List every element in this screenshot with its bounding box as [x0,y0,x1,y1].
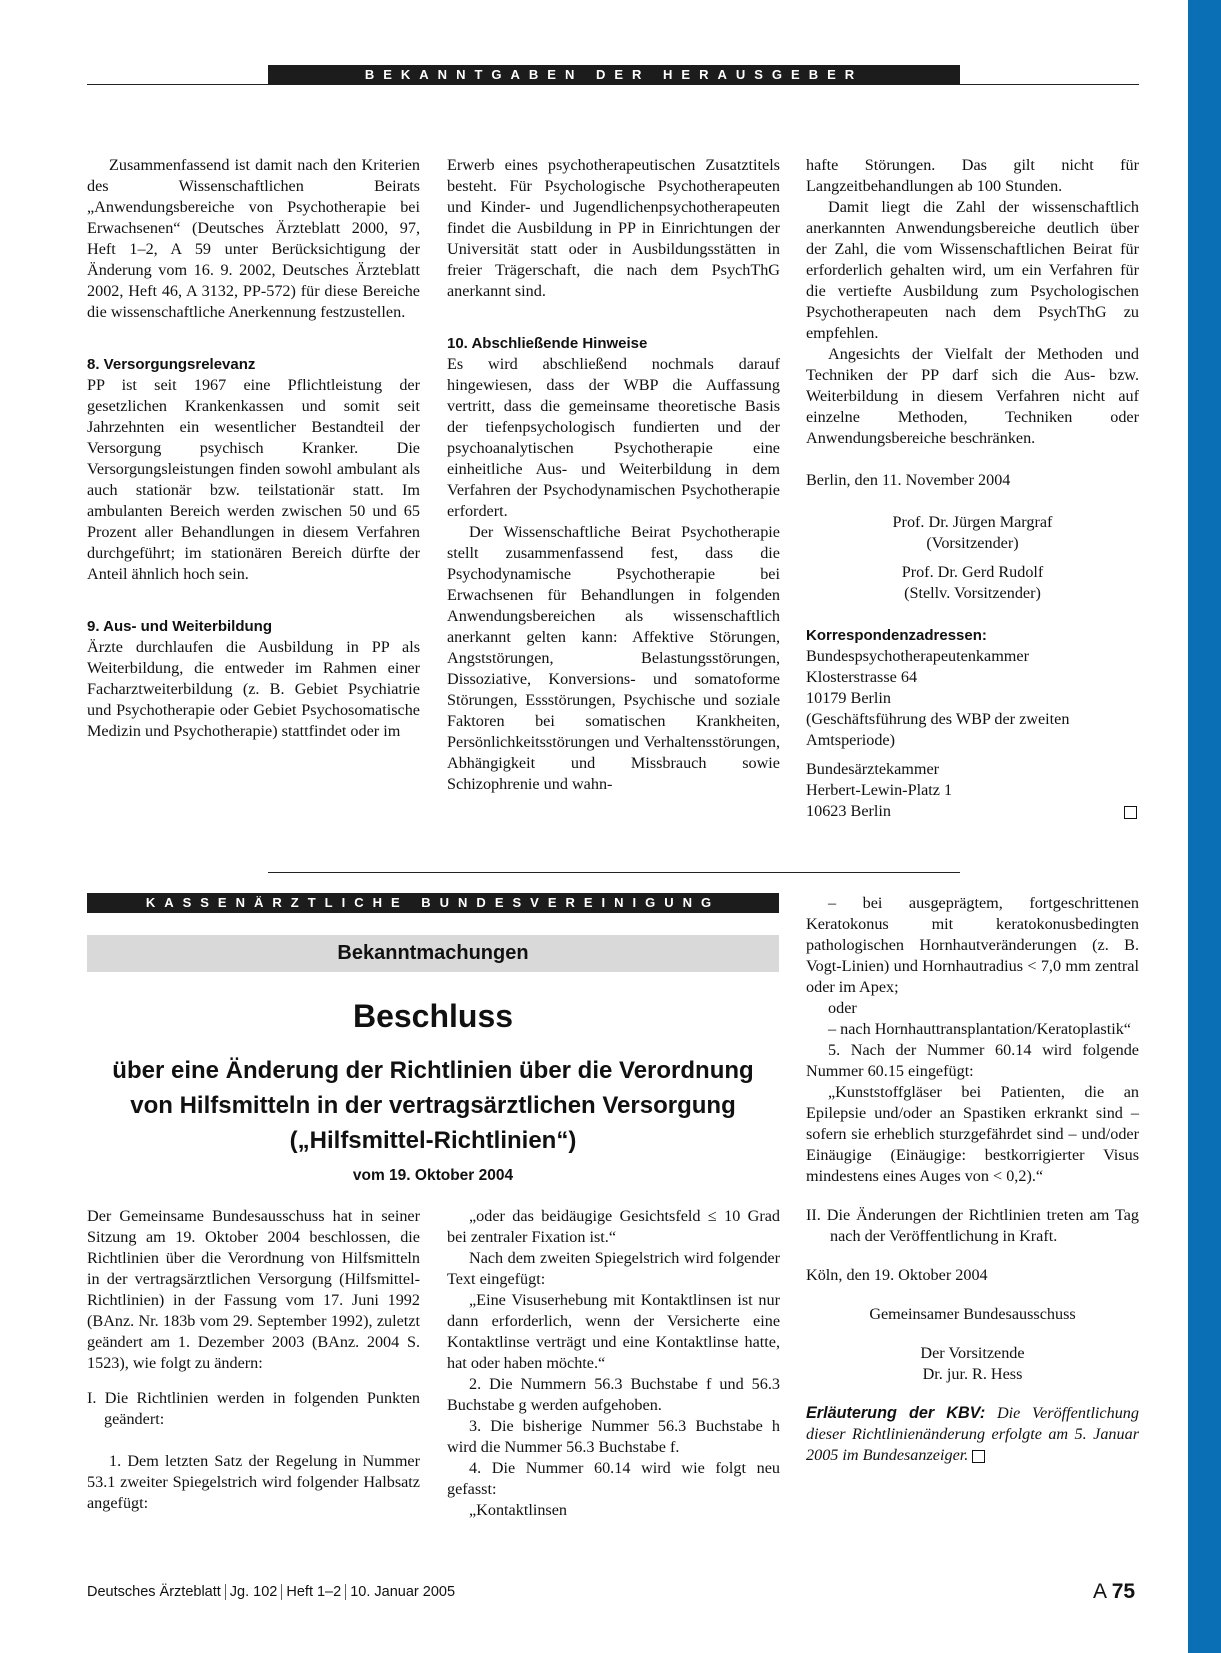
signature-name: Prof. Dr. Gerd Rudolf [901,563,1044,581]
paragraph: oder [828,999,857,1017]
address-line: Bundespsychotherapeutenkammer [806,647,1029,665]
journal-issue: Heft 1–2 [286,1584,342,1600]
wbp-column-2 [447,155,780,795]
section-header-bekanntgaben: BEKANNTGABEN DER HERAUSGEBER [268,65,960,85]
paragraph: Zusammenfassend ist damit nach den Kriterien des Wissenschaftlichen Beirats „Anwendungsbereiche von Psychotherapie bei Erwachsenen“ (Deutsches Ärzteblatt 2000, 97, Heft 1–2, A 59 unter Berücksichtigung der Änderung vom 16. 9. 2002, Deutsches Ärzteblatt 2002, Heft 46, A 3132, PP-572) für diese Bereiche die wissenschaftliche Anerkennung festzustellen. [87,156,420,321]
section-heading: 8. Versorgungsrelevanz [87,356,256,373]
signature-name: Prof. Dr. Jürgen Margraf [892,513,1053,531]
quote: „Eine Visuserhebung mit Kontaktlinsen ist nur dann erforderlich, wenn der Versicherte eine Kontaktlinse verträgt und eine Kontaktlinse hatte, hat oder haben möchte.“ [447,1291,780,1372]
subtitle-line: („Hilfsmittel-Richtlinien“) [289,1127,577,1154]
quote: „Kontaktlinsen [469,1501,568,1519]
section-heading: 10. Abschließende Hinweise [447,335,648,352]
signature-name: Dr. jur. R. Hess [922,1365,1023,1383]
footer-separator [281,1584,282,1600]
paragraph: PP ist seit 1967 eine Pflichtleistung der gesetzlichen Krankenkassen und somit seit Jahrzehnten ein wesentlicher Bestandteil der Versorgung psychisch Kranker. Die Versorgungsleistungen finden sowohl ambulant als auch stationär bzw. teilstationär statt. Im ambulanten Bereich werden zwischen 50 und 65 Prozent aller Behandlungen in diesem Verfahren durchgeführt; im stationären Bereich dürfte der Anteil ähnlich hoch sein. [87,376,420,583]
address-line: (Geschäftsführung des WBP der zweiten Amtsperiode) [806,710,1070,749]
paragraph: – bei ausgeprägtem, fortgeschrittenen Keratokonus mit keratokonusbedingten pathologischen Hornhautveränderungen (z. B. Vogt-Linien) und Hornhautradius < 7,0 mm zentral oder im Apex; [806,894,1139,996]
paragraph: Damit liegt die Zahl der wissenschaftlich anerkannten Anwendungsbereiche deutlich über der Zahl, die vom Wissenschaftlichen Beirat für erforderlich gehalten wird, um ein Verfahren für die vertiefte Ausbildung zum Psychologischen Psychotherapeuten nach dem PsychThG zu empfehlen. [806,198,1139,342]
place-date: Berlin, den 11. November 2004 [806,471,1011,489]
article-title: Beschluss [352,998,514,1034]
note-text: Die Veröffentlichung dieser Richtlinienänderung erfolgte am 5. Januar 2005 im Bundesanzeiger. [806,1404,1139,1464]
page-number [1093,1580,1135,1604]
paragraph: Der Gemeinsame Bundesausschuss hat in seiner Sitzung am 19. Oktober 2004 beschlossen, die Richtlinien über die Verordnung von Hilfsmitteln in der vertragsärztlichen Versorgung (Hilfsmittel-Richtlinien) in der Fassung vom 17. Juni 1992 (BAnz. Nr. 183b vom 29. September 1992), zuletzt geändert am 1. Dezember 2003 (BAnz. 2004 S. 1523), wie folgt zu ändern: [87,1207,420,1372]
kbv-column-1 [87,1206,420,1514]
list-item: 3. Die bisherige Nummer 56.3 Buchstabe h wird die Nummer 56.3 Buchstabe f. [447,1417,780,1456]
end-mark-icon [972,1450,985,1463]
paragraph: – nach Hornhauttransplantation/Keratoplastik“ [828,1020,1131,1038]
section-header-kbv: KASSENÄRZTLICHE BUNDESVEREINIGUNG [87,893,779,913]
kbv-column-3 [806,893,1139,1466]
kbv-note [806,1403,1139,1466]
correspondence-heading: Korrespondenzadressen: [806,627,987,644]
article-separator [268,872,960,873]
organization: Gemeinsamer Bundesausschuss [869,1305,1076,1323]
article-date: vom 19. Oktober 2004 [352,1167,514,1184]
subtitle-line: über eine Änderung der Richtlinien über die Verordnung [112,1057,754,1084]
paragraph: hafte Störungen. Das gilt nicht für Langzeitbehandlungen ab 100 Stunden. [806,156,1139,195]
page-footer [87,1584,455,1600]
side-accent-bar [1188,0,1221,1653]
end-mark-icon [1124,806,1137,819]
list-item: 1. Dem letzten Satz der Regelung in Nummer 53.1 zweiter Spiegelstrich wird folgender Halbsatz angefügt: [87,1452,420,1512]
signature-role: (Stellv. Vorsitzender) [904,584,1041,602]
paragraph: Erwerb eines psychotherapeutischen Zusatztitels besteht. Für Psychologische Psychotherapeuten und Kinder- und Jugendlichenpsychotherapeuten findet die Ausbildung in PP in Einrichtungen der Universität statt oder in Ausbildungsstätten in freier Trägerschaft, die nach dem PsychThG anerkannt sind. [447,156,780,300]
address-line: 10179 Berlin [806,689,891,707]
quote: „oder das beidäugige Gesichtsfeld ≤ 10 Grad bei zentraler Fixation ist.“ [447,1207,780,1246]
footer-separator [345,1584,346,1600]
journal-name: Deutsches Ärzteblatt [87,1584,221,1600]
signature-role: Der Vorsitzende [920,1344,1025,1362]
page-prefix: A [1093,1580,1106,1603]
note-label: Erläuterung der KBV: [806,1404,986,1422]
section-heading: 9. Aus- und Weiterbildung [87,618,272,635]
paragraph: Es wird abschließend nochmals darauf hingewiesen, dass der WBP die Auffassung vertritt, dass die gemeinsame theoretische Basis der tiefenpsychologisch fundierten und der psychoanalytischen Psychotherapie eine einheitliche Aus- und Weiterbildung in dem Verfahren der Psychodynamischen Psychotherapie erfordert. [447,355,780,520]
list-item: 4. Die Nummer 60.14 wird wie folgt neu gefasst: [447,1459,780,1498]
list-item: 5. Nach der Nummer 60.14 wird folgende Nummer 60.15 eingefügt: [806,1041,1139,1080]
article-subtitle [87,1053,779,1158]
journal-volume: Jg. 102 [229,1584,278,1600]
address-line: Bundesärztekammer [806,760,940,778]
address-line: Klosterstrasse 64 [806,668,918,686]
page-number-value: 75 [1111,1580,1136,1603]
journal-date: 10. Januar 2005 [350,1584,456,1600]
paragraph: Angesichts der Vielfalt der Methoden und Techniken der PP darf sich die Aus- bzw. Weiterbildung in diesem Verfahren nicht auf einzelne Methoden, Techniken oder Anwendungsbereiche beschränken. [806,345,1139,447]
list-item: 2. Die Nummern 56.3 Buchstabe f und 56.3 Buchstabe g werden aufgehoben. [447,1375,780,1414]
subtitle-line: von Hilfsmitteln in der vertragsärztlichen Versorgung [130,1092,736,1119]
paragraph: Ärzte durchlaufen die Ausbildung in PP als Weiterbildung, die entweder im Rahmen einer Facharztweiterbildung (z. B. Gebiet Psychiatrie und Psychotherapie oder Gebiet Psychosomatische Medizin und Psychotherapie) stattfindet oder im [87,638,420,740]
signature-role: (Vorsitzender) [926,534,1019,552]
quote: „Kunststoffgläser bei Patienten, die an Epilepsie und/oder an Spastiken erkrankt sind – sofern sie erheblich sturzgefährdet sind – und/oder Einäugige (Einäugige: bestkorrigierter Visus mindestens eines Auges von < 0,2).“ [806,1083,1139,1185]
address-line: 10623 Berlin [806,802,891,820]
paragraph: Der Wissenschaftliche Beirat Psychotherapie stellt zusammenfassend fest, dass die Psychodynamische Psychotherapie bei Erwachsenen für Behandlungen in folgenden Anwendungsbereichen als wissenschaftlich anerkannt gelten kann: Affektive Störungen, Angststörungen, Belastungsstörungen, Dissoziative, Konversions- und somatoforme Störungen, Essstörungen, Psychische und soziale Faktoren bei somatischen Krankheiten, Persönlichkeitsstörungen und Verhaltensstörungen, Abhängigkeit und Missbrauch sowie Schizophrenie und wahn- [447,523,780,793]
list-item: I. Die Richtlinien werden in folgenden Punkten geändert: [87,1389,420,1428]
place-date: Köln, den 19. Oktober 2004 [806,1266,988,1284]
footer-separator [225,1584,226,1600]
kicker-bekanntmachungen: Bekanntmachungen [87,935,779,972]
address-line: Herbert-Lewin-Platz 1 [806,781,953,799]
wbp-column-3 [806,155,1139,822]
list-item: II. Die Änderungen der Richtlinien treten am Tag nach der Veröffentlichung in Kraft. [806,1206,1139,1245]
paragraph: Nach dem zweiten Spiegelstrich wird folgender Text eingefügt: [447,1249,780,1288]
wbp-column-1 [87,155,420,742]
kbv-column-2 [447,1206,780,1521]
